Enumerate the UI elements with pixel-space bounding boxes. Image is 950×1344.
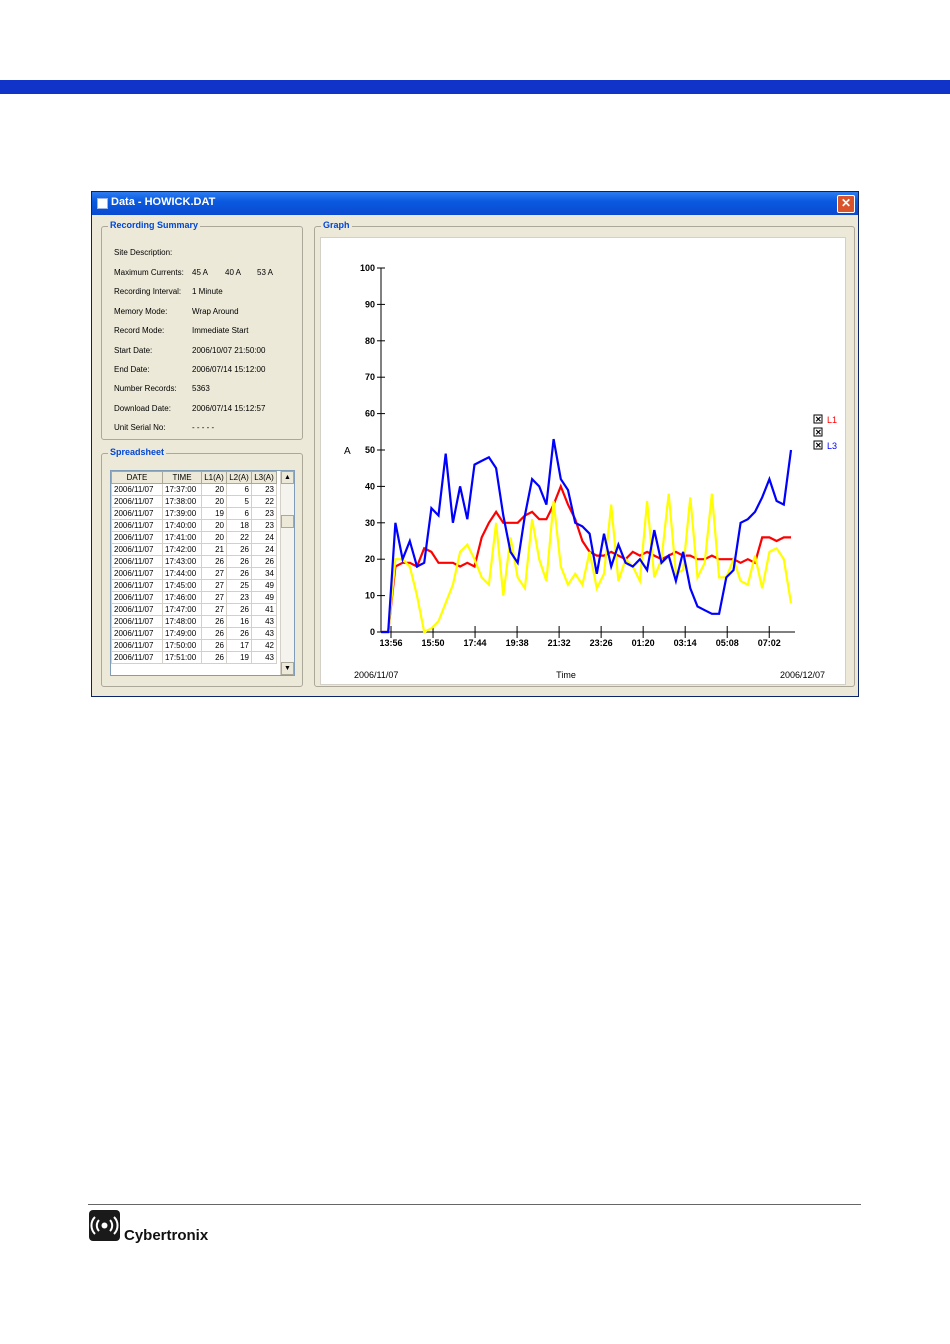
spreadsheet-title: Spreadsheet xyxy=(110,447,165,457)
x-end-date-label: 2006/12/07 xyxy=(779,670,825,680)
download-date-label: Download Date: xyxy=(114,404,171,413)
table-cell: 26 xyxy=(227,556,252,568)
table-cell: 2006/11/07 xyxy=(112,556,163,568)
table-cell: 5 xyxy=(227,496,252,508)
x-tick-label: 07:02 xyxy=(757,638,781,648)
start-date-label: Start Date: xyxy=(114,346,153,355)
table-row[interactable] xyxy=(112,628,277,640)
table-cell: 17:50:00 xyxy=(163,640,202,652)
table-cell: 17:39:00 xyxy=(163,508,202,520)
table-cell: 17:37:00 xyxy=(163,484,202,496)
spreadsheet-grid[interactable] xyxy=(110,470,295,676)
close-button[interactable]: ✕ xyxy=(837,195,855,213)
table-cell: 17:45:00 xyxy=(163,580,202,592)
table-row[interactable] xyxy=(112,568,277,580)
number-records-value: 5363 xyxy=(192,384,210,393)
graph-area xyxy=(320,237,846,685)
table-cell: 6 xyxy=(227,484,252,496)
table-cell: 25 xyxy=(227,580,252,592)
table-cell: 18 xyxy=(227,520,252,532)
y-tick-label: 70 xyxy=(364,372,375,383)
table-row[interactable] xyxy=(112,496,277,508)
table-cell: 43 xyxy=(252,628,277,640)
table-cell: 17:40:00 xyxy=(163,520,202,532)
table-cell: 20 xyxy=(202,520,227,532)
x-tick-label: 21:32 xyxy=(547,638,571,648)
data-window xyxy=(91,191,859,697)
y-tick-label: 90 xyxy=(364,299,375,310)
table-cell: 23 xyxy=(252,520,277,532)
y-tick-label: 0 xyxy=(369,627,375,637)
page-header-bar xyxy=(0,80,950,94)
x-axis-label: Time xyxy=(556,670,576,680)
x-tick-label: 23:26 xyxy=(589,638,613,648)
col-header-date[interactable]: DATE xyxy=(112,472,163,484)
table-cell: 26 xyxy=(202,640,227,652)
table-cell: 34 xyxy=(252,568,277,580)
table-cell: 2006/11/07 xyxy=(112,652,163,664)
unit-serial-label: Unit Serial No: xyxy=(114,423,166,432)
table-cell: 17:47:00 xyxy=(163,604,202,616)
table-cell: 27 xyxy=(202,592,227,604)
table-cell: 26 xyxy=(227,544,252,556)
table-row[interactable] xyxy=(112,616,277,628)
table-cell: 2006/11/07 xyxy=(112,568,163,580)
table-cell: 17:42:00 xyxy=(163,544,202,556)
table-cell: 2006/11/07 xyxy=(112,580,163,592)
record-mode-value: Immediate Start xyxy=(192,326,249,335)
y-tick-label: 10 xyxy=(364,590,375,601)
end-date-value: 2006/07/14 15:12:00 xyxy=(192,365,266,374)
graph-group xyxy=(314,220,855,687)
x-tick-label: 13:56 xyxy=(379,638,403,648)
recording-summary-title: Recording Summary xyxy=(110,220,199,230)
table-cell: 24 xyxy=(252,544,277,556)
table-cell: 26 xyxy=(227,628,252,640)
table-cell: 26 xyxy=(202,628,227,640)
col-header-l3[interactable]: L3(A) xyxy=(252,472,277,484)
x-tick-label: 17:44 xyxy=(463,638,487,648)
interval-value: 1 Minute xyxy=(192,287,223,296)
table-cell: 26 xyxy=(252,556,277,568)
table-cell: 2006/11/07 xyxy=(112,484,163,496)
spreadsheet-group xyxy=(101,447,303,687)
table-cell: 19 xyxy=(227,652,252,664)
y-tick-label: 100 xyxy=(359,263,375,273)
y-tick-label: 50 xyxy=(364,445,375,455)
table-cell: 19 xyxy=(202,508,227,520)
table-cell: 43 xyxy=(252,616,277,628)
table-cell: 20 xyxy=(202,496,227,508)
spreadsheet-scrollbar[interactable] xyxy=(280,471,294,675)
table-cell: 23 xyxy=(227,592,252,604)
radio-waves-icon xyxy=(89,1210,120,1241)
table-cell: 16 xyxy=(227,616,252,628)
window-title: Data - HOWICK.DAT xyxy=(111,196,216,208)
table-cell: 27 xyxy=(202,604,227,616)
y-tick-label: 60 xyxy=(364,408,375,419)
scroll-down-button[interactable]: ▼ xyxy=(281,662,294,675)
table-cell: 22 xyxy=(252,496,277,508)
site-description-label: Site Description: xyxy=(114,248,173,257)
table-cell: 49 xyxy=(252,592,277,604)
interval-label: Recording Interval: xyxy=(114,287,182,296)
table-cell: 24 xyxy=(252,532,277,544)
table-row[interactable] xyxy=(112,556,277,568)
table-cell: 20 xyxy=(202,484,227,496)
table-cell: 17:49:00 xyxy=(163,628,202,640)
unit-serial-value: - - - - - xyxy=(192,423,215,432)
col-header-l2[interactable]: L2(A) xyxy=(227,472,252,484)
recording-summary-group xyxy=(101,220,303,440)
legend-label: L3 xyxy=(827,441,838,451)
table-cell: 17:38:00 xyxy=(163,496,202,508)
table-cell: 21 xyxy=(202,544,227,556)
col-header-l1[interactable]: L1(A) xyxy=(202,472,227,484)
start-date-value: 2006/10/07 21:50:00 xyxy=(192,346,266,355)
table-cell: 17:43:00 xyxy=(163,556,202,568)
table-row[interactable] xyxy=(112,520,277,532)
scroll-thumb[interactable] xyxy=(281,515,294,528)
logo-mark xyxy=(89,1210,120,1241)
footer-divider xyxy=(88,1204,861,1205)
table-row[interactable] xyxy=(112,544,277,556)
table-row[interactable] xyxy=(112,604,277,616)
table-cell: 17:41:00 xyxy=(163,532,202,544)
table-cell: 2006/11/07 xyxy=(112,496,163,508)
table-cell: 2006/11/07 xyxy=(112,592,163,604)
table-cell: 26 xyxy=(202,652,227,664)
y-tick-label: 30 xyxy=(364,517,375,528)
legend-check-mark: ✕ xyxy=(815,441,822,450)
x-tick-label: 05:08 xyxy=(715,638,739,648)
series-line-l3 xyxy=(381,439,791,632)
spreadsheet-table xyxy=(111,471,277,664)
table-cell: 26 xyxy=(202,556,227,568)
table-cell: 17 xyxy=(227,640,252,652)
table-row[interactable] xyxy=(112,640,277,652)
table-cell: 2006/11/07 xyxy=(112,544,163,556)
table-cell: 17:46:00 xyxy=(163,592,202,604)
table-cell: 27 xyxy=(202,568,227,580)
col-header-time[interactable]: TIME xyxy=(163,472,202,484)
y-tick-label: 40 xyxy=(364,481,375,492)
table-cell: 2006/11/07 xyxy=(112,640,163,652)
max-current-l3: 53 A xyxy=(257,268,274,277)
record-mode-label: Record Mode: xyxy=(114,326,165,335)
memory-mode-value: Wrap Around xyxy=(192,307,239,316)
table-cell: 41 xyxy=(252,604,277,616)
y-tick-label: 80 xyxy=(364,335,375,346)
table-cell: 2006/11/07 xyxy=(112,520,163,532)
table-row[interactable] xyxy=(112,652,277,664)
current-chart xyxy=(321,238,845,684)
table-cell: 2006/11/07 xyxy=(112,508,163,520)
y-axis-label: A xyxy=(344,446,351,457)
table-cell: 43 xyxy=(252,652,277,664)
table-cell: 2006/11/07 xyxy=(112,616,163,628)
x-tick-label: 15:50 xyxy=(421,638,445,648)
table-cell: 42 xyxy=(252,640,277,652)
table-cell: 23 xyxy=(252,508,277,520)
scroll-up-button[interactable]: ▲ xyxy=(281,471,294,484)
table-row[interactable] xyxy=(112,508,277,520)
x-tick-label: 01:20 xyxy=(631,638,655,648)
table-cell: 26 xyxy=(202,616,227,628)
number-records-label: Number Records: xyxy=(114,384,177,393)
table-row[interactable] xyxy=(112,580,277,592)
max-current-l2: 40 A xyxy=(225,268,242,277)
app-icon xyxy=(97,198,108,209)
table-cell: 27 xyxy=(202,580,227,592)
memory-mode-label: Memory Mode: xyxy=(114,307,168,316)
table-cell: 17:44:00 xyxy=(163,568,202,580)
legend-check-mark: ✕ xyxy=(815,415,822,424)
x-tick-label: 19:38 xyxy=(505,638,529,648)
y-tick-label: 20 xyxy=(364,554,375,565)
table-cell: 2006/11/07 xyxy=(112,532,163,544)
table-cell: 2006/11/07 xyxy=(112,628,163,640)
window-titlebar[interactable] xyxy=(92,192,858,215)
legend-check-mark: ✕ xyxy=(815,428,822,437)
table-cell: 6 xyxy=(227,508,252,520)
end-date-label: End Date: xyxy=(114,365,150,374)
table-cell: 26 xyxy=(227,604,252,616)
spreadsheet-header-row xyxy=(112,472,277,484)
table-cell: 17:51:00 xyxy=(163,652,202,664)
table-row[interactable] xyxy=(112,532,277,544)
max-currents-label: Maximum Currents: xyxy=(114,268,184,277)
spreadsheet-body xyxy=(112,484,277,664)
x-start-date-label: 2006/11/07 xyxy=(354,670,399,680)
table-cell: 2006/11/07 xyxy=(112,604,163,616)
table-row[interactable] xyxy=(112,592,277,604)
table-cell: 49 xyxy=(252,580,277,592)
table-cell: 20 xyxy=(202,532,227,544)
x-tick-label: 03:14 xyxy=(673,638,697,648)
table-row[interactable] xyxy=(112,484,277,496)
legend-label: L1 xyxy=(827,415,838,425)
table-cell: 17:48:00 xyxy=(163,616,202,628)
table-cell: 26 xyxy=(227,568,252,580)
graph-title: Graph xyxy=(323,220,350,230)
max-current-l1: 45 A xyxy=(192,268,209,277)
table-cell: 23 xyxy=(252,484,277,496)
brand-name: Cybertronix xyxy=(124,1227,209,1244)
download-date-value: 2006/07/14 15:12:57 xyxy=(192,404,266,413)
table-cell: 22 xyxy=(227,532,252,544)
